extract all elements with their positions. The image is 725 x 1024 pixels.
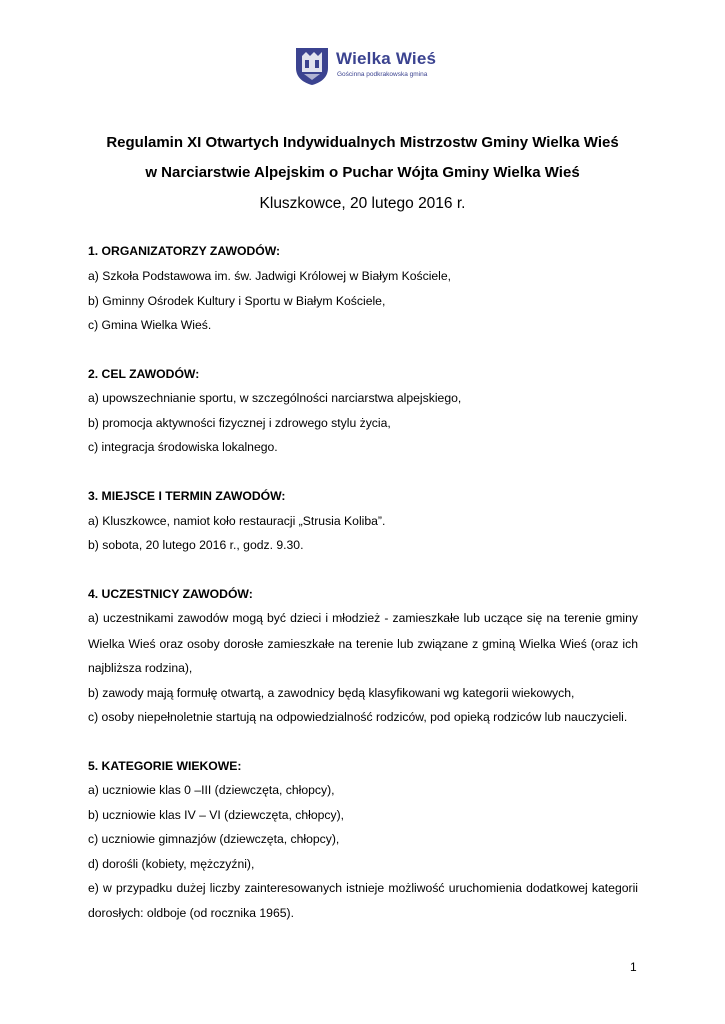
section-heading: 5. KATEGORIE WIEKOWE: — [88, 759, 242, 773]
section-line: najbliższa rodzina), — [88, 661, 193, 675]
section-heading: 1. ORGANIZATORZY ZAWODÓW: — [88, 244, 281, 258]
section-line: Wielka Wieś oraz osoby dorosłe zamieszkałe na terenie lub związane z gminą Wielka Wieś (oraz ich — [88, 637, 638, 651]
section-line: a) uczniowie klas 0 –III (dziewczęta, chłopcy), — [88, 783, 335, 797]
section-line: c) integracja środowiska lokalnego. — [88, 440, 278, 454]
section-line: b) zawody mają formułę otwartą, a zawodnicy będą klasyfikowani wg kategorii wiekowych, — [88, 686, 575, 700]
section-line: c) osoby niepełnoletnie startują na odpowiedzialność rodziców, pod opieką rodziców lub nauczycieli. — [88, 710, 628, 724]
coat-of-arms-icon — [294, 46, 330, 86]
section-heading: 3. MIEJSCE I TERMIN ZAWODÓW: — [88, 489, 286, 503]
section-line: a) Kluszkowce, namiot koło restauracji „Strusia Koliba”. — [88, 514, 386, 528]
logo-tagline: Gościnna podkrakowska gmina — [337, 71, 428, 78]
section-line: b) promocja aktywności fizycznej i zdrowego stylu życia, — [88, 416, 391, 430]
section-line: d) dorośli (kobiety, mężczyźni), — [88, 857, 255, 871]
section-line: a) Szkoła Podstawowa im. św. Jadwigi Królowej w Białym Kościele, — [88, 269, 452, 283]
section-line: dorosłych: oldboje (od rocznika 1965). — [88, 906, 294, 920]
logo-brand: Wielka Wieś — [336, 49, 437, 68]
section-line: b) Gminny Ośrodek Kultury i Sportu w Białym Kościele, — [88, 294, 386, 308]
document-title-line-2: w Narciarstwie Alpejskim o Puchar Wójta Gminy Wielka Wieś — [145, 164, 580, 181]
section-heading: 4. UCZESTNICY ZAWODÓW: — [88, 587, 253, 601]
section-line: a) upowszechnianie sportu, w szczególności narciarstwa alpejskiego, — [88, 391, 462, 405]
section-line: e) w przypadku dużej liczby zainteresowanych istnieje możliwość uruchomienia dodatkowej kategorii — [88, 881, 638, 895]
document-title-line-1: Regulamin XI Otwartych Indywidualnych Mistrzostw Gminy Wielka Wieś — [106, 134, 619, 151]
place-date: Kluszkowce, 20 lutego 2016 r. — [259, 195, 466, 212]
section-line: c) uczniowie gimnazjów (dziewczęta, chłopcy), — [88, 832, 340, 846]
section-line: b) uczniowie klas IV – VI (dziewczęta, chłopcy), — [88, 808, 345, 822]
page-number: 1 — [630, 960, 637, 974]
section-line: b) sobota, 20 lutego 2016 r., godz. 9.30. — [88, 538, 304, 552]
municipality-logo — [294, 46, 454, 86]
section-heading: 2. CEL ZAWODÓW: — [88, 367, 200, 381]
section-line: a) uczestnikami zawodów mogą być dzieci i młodzież - zamieszkałe lub uczące się na terenie gminy — [88, 611, 638, 625]
section-line: c) Gmina Wielka Wieś. — [88, 318, 212, 332]
